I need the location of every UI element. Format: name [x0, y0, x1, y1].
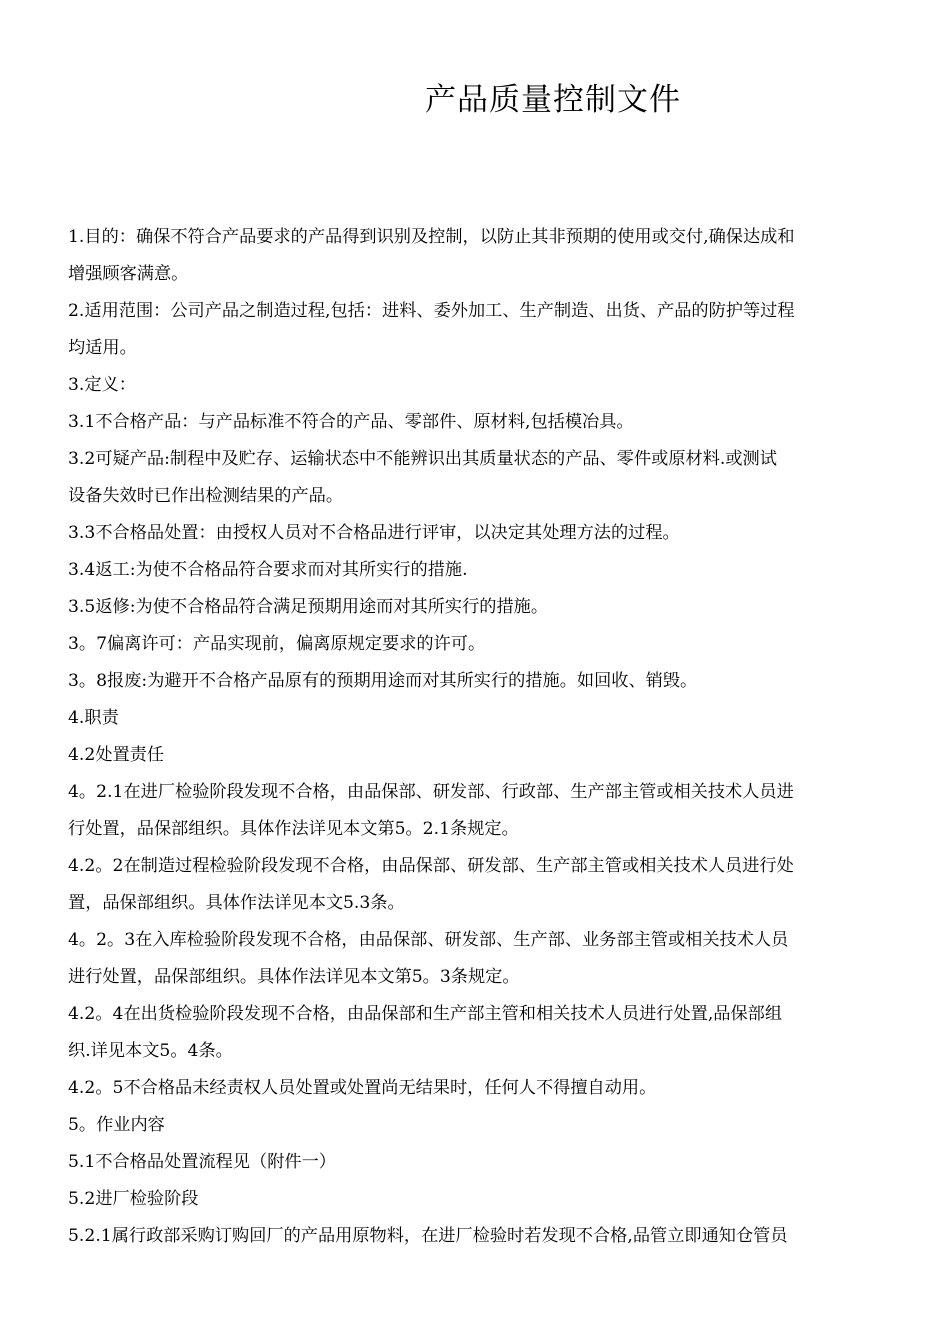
text-line: 3.5返修:为使不合格品符合满足预期用途而对其所实行的措施。	[68, 597, 549, 617]
text-line: 4.2。5不合格品未经责权人员处置或处置尚无结果时，任何人不得擅自动用。	[68, 1078, 657, 1098]
text-line: 5.2进厂检验阶段	[68, 1189, 199, 1209]
text-line: 4.职责	[68, 708, 119, 728]
document-body	[68, 219, 888, 1255]
text-line: 1.目的：确保不符合产品要求的产品得到识别及控制，以防止其非预期的使用或交付,确保达成和	[68, 227, 795, 247]
text-line: 增强顾客满意。	[68, 264, 189, 284]
text-line: 均适用。	[68, 338, 137, 358]
text-line: 4。2。3在入库检验阶段发现不合格，由品保部、研发部、生产部、业务部主管或相关技术人员	[68, 930, 789, 950]
text-line: 3。8报废:为避开不合格产品原有的预期用途而对其所实行的措施。如回收、销毁。	[68, 671, 698, 691]
text-line: 5.2.1属行政部采购订购回厂的产品用原物料，在进厂检验时若发现不合格,品管立即通知仓管员	[68, 1226, 788, 1246]
text-line: 5.1不合格品处置流程见（附件一）	[68, 1152, 336, 1172]
text-line: 4.2处置责任	[68, 745, 165, 765]
text-line: 4.2。4在出货检验阶段发现不合格，由品保部和生产部主管和相关技术人员进行处置,品保部组	[68, 1004, 783, 1024]
text-line: 3.2可疑产品:制程中及贮存、运输状态中不能辨识出其质量状态的产品、零件或原材料.或测试	[68, 449, 777, 469]
text-line: 5。作业内容	[68, 1115, 165, 1135]
text-line: 设备失效时已作出检测结果的产品。	[68, 486, 344, 506]
text-line: 3.1不合格产品：与产品标准不符合的产品、零部件、原材料,包括模冶具。	[68, 412, 634, 432]
text-line: 3.3不合格品处置：由授权人员对不合格品进行评审，以决定其处理方法的过程。	[68, 523, 680, 543]
text-line: 进行处置，品保部组织。具体作法详见本文第5。3条规定。	[68, 967, 520, 987]
text-line: 3。7偏离许可：产品实现前，偏离原规定要求的许可。	[68, 634, 486, 654]
text-line: 置，品保部组织。具体作法详见本文5.3条。	[68, 893, 405, 913]
text-line: 行处置，品保部组织。具体作法详见本文第5。2.1条规定。	[68, 819, 519, 839]
text-line: 织.详见本文5。4条。	[68, 1041, 233, 1061]
text-line: 4.2。2在制造过程检验阶段发现不合格，由品保部、研发部、生产部主管或相关技术人员进行处	[68, 856, 794, 876]
text-line: 3.定义：	[68, 375, 136, 395]
document-title: 产品质量控制文件	[425, 82, 681, 118]
text-line: 3.4返工:为使不合格品符合要求而对其所实行的措施.	[68, 560, 468, 580]
text-line: 4。2.1在进厂检验阶段发现不合格，由品保部、研发部、行政部、生产部主管或相关技术人员进	[68, 782, 794, 802]
text-line: 2.适用范围：公司产品之制造过程,包括：进料、委外加工、生产制造、出货、产品的防护等过程	[68, 301, 795, 321]
